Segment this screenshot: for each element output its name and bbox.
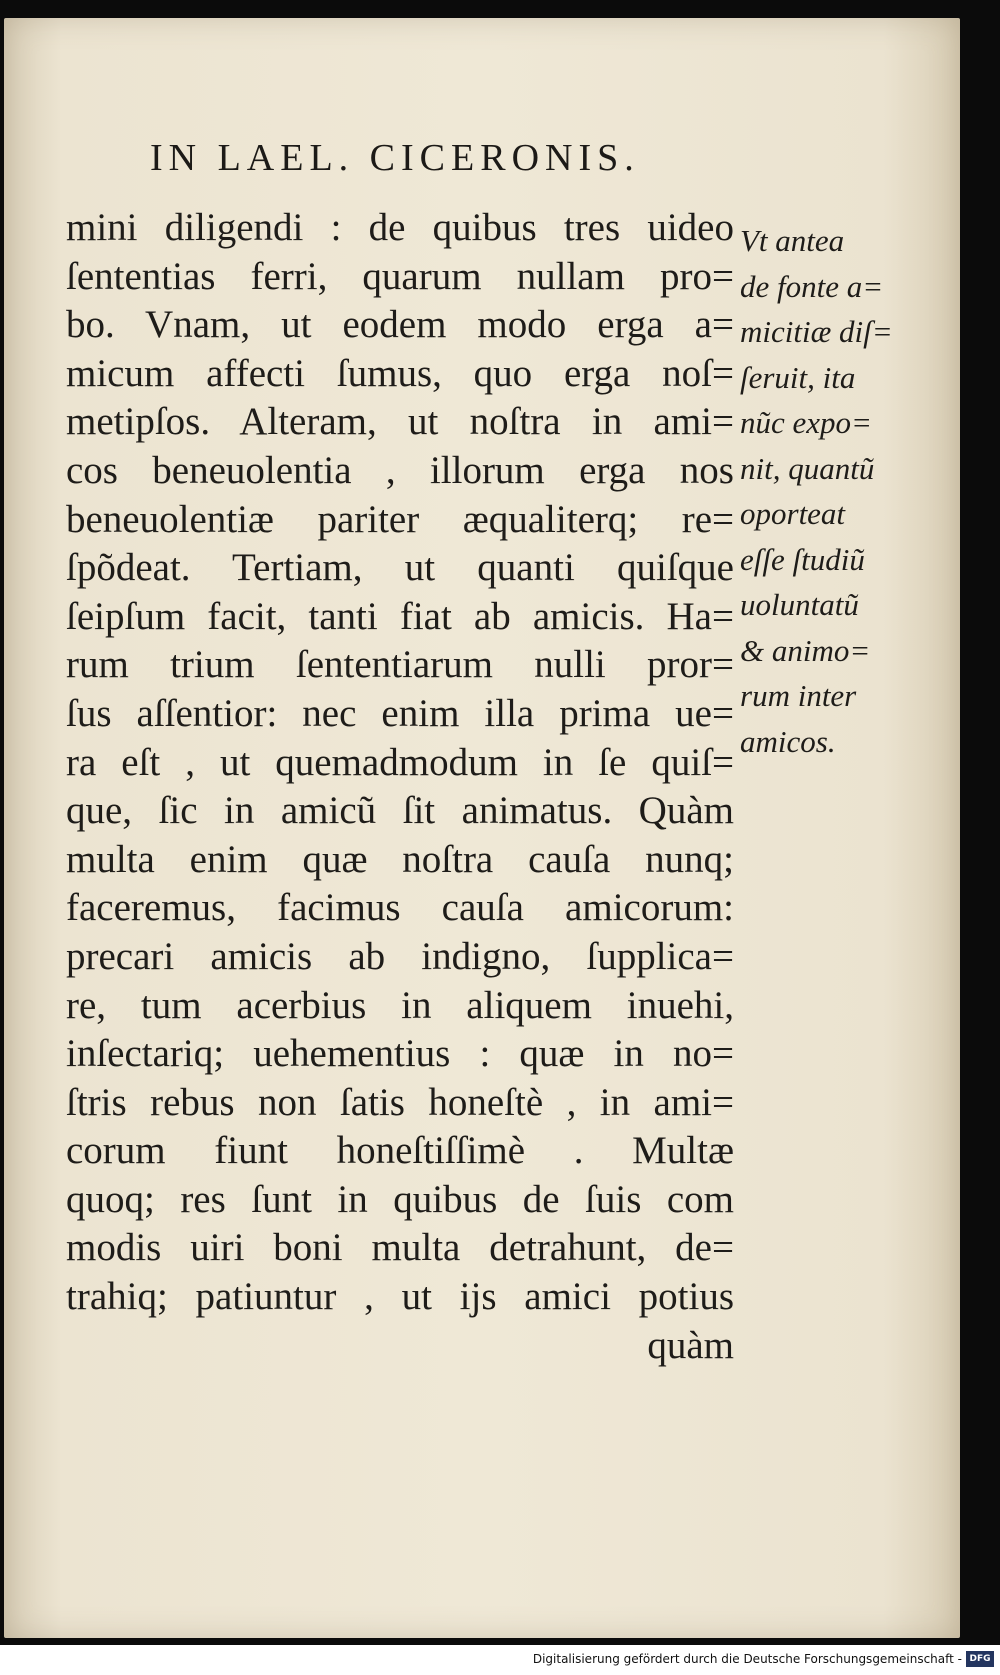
text-line: cos beneuolentia , illorum erga nos [66, 448, 734, 492]
text-line: ſtris rebus non ſatis honeſtè , in ami= [66, 1080, 734, 1124]
marginal-line: nũc expo= [740, 405, 872, 440]
marginal-line: uoluntatũ [740, 587, 859, 622]
text-line: ſeipſum facit, tanti fiat ab amicis. Ha= [66, 594, 734, 638]
main-text-block [66, 204, 734, 1370]
text-line: metipſos. Alteram, ut noſtra in ami= [66, 400, 734, 444]
text-line: rum trium ſententiarum nulli pror= [66, 643, 734, 687]
footer-credit: Digitalisierung gefördert durch die Deutsche Forschungsgemeinschaft - [532, 1652, 962, 1666]
text-line: que, ſic in amicũ ſit animatus. Quàm [66, 789, 734, 833]
text-line: beneuolentiæ pariter æqualiterq; re= [66, 497, 734, 541]
marginal-line: rum inter [740, 678, 857, 713]
text-line: faceremus, facimus cauſa amicorum: [66, 886, 734, 930]
footer-bar [0, 1645, 1000, 1675]
text-line: mini diligendi : de quibus tres uideo [66, 206, 734, 249]
text-line: multa enim quæ noſtra cauſa nunq; [66, 837, 734, 881]
text-line: inſectariq; uehementius : quæ in no= [66, 1032, 734, 1076]
text-line: modis uiri boni multa detrahunt, de= [66, 1226, 734, 1270]
text-line: ſpõdeat. Tertiam, ut quanti quiſque [66, 546, 734, 590]
text-line: precari amicis ab indigno, ſupplica= [66, 934, 734, 978]
catchword: quàm [647, 1323, 734, 1367]
marginal-line: oporteat [740, 496, 846, 531]
text-line: bo. Vnam, ut eodem modo erga a= [66, 303, 734, 347]
book-page [4, 18, 960, 1638]
text-line: trahiq; patiuntur , ut ijs amici potius [66, 1275, 734, 1319]
marginal-line: Vt antea [740, 223, 845, 258]
text-line: ſus aſſentior: nec enim illa prima ue= [66, 691, 734, 735]
marginal-line: eſſe ſtudiũ [740, 541, 865, 577]
text-line: quoq; res ſunt in quibus de ſuis com [66, 1177, 734, 1221]
text-line: corum fiunt honeſtiſſimè . Multæ [66, 1129, 734, 1173]
marginal-line: amicos. [740, 723, 836, 759]
marginal-line: de fonte a= [740, 268, 884, 304]
marginal-note [740, 218, 920, 764]
marginal-line: nit, quantũ [740, 450, 875, 486]
text-line: ſententias ferri, quarum nullam pro= [66, 254, 734, 298]
marginal-line: ſeruit, ita [740, 359, 856, 395]
dfg-logo-icon: DFG [966, 1651, 994, 1667]
marginal-line: & animo= [740, 632, 871, 668]
text-line: micum affecti ſumus, quo erga noſ= [66, 351, 734, 395]
marginal-line: micitiæ diſ= [740, 314, 893, 349]
running-head: IN LAEL. CICERONIS. [150, 137, 640, 179]
text-line: re, tum acerbius in aliquem inuehi, [66, 983, 734, 1027]
text-line: ra eſt , ut quemadmodum in ſe quiſ= [66, 740, 734, 784]
